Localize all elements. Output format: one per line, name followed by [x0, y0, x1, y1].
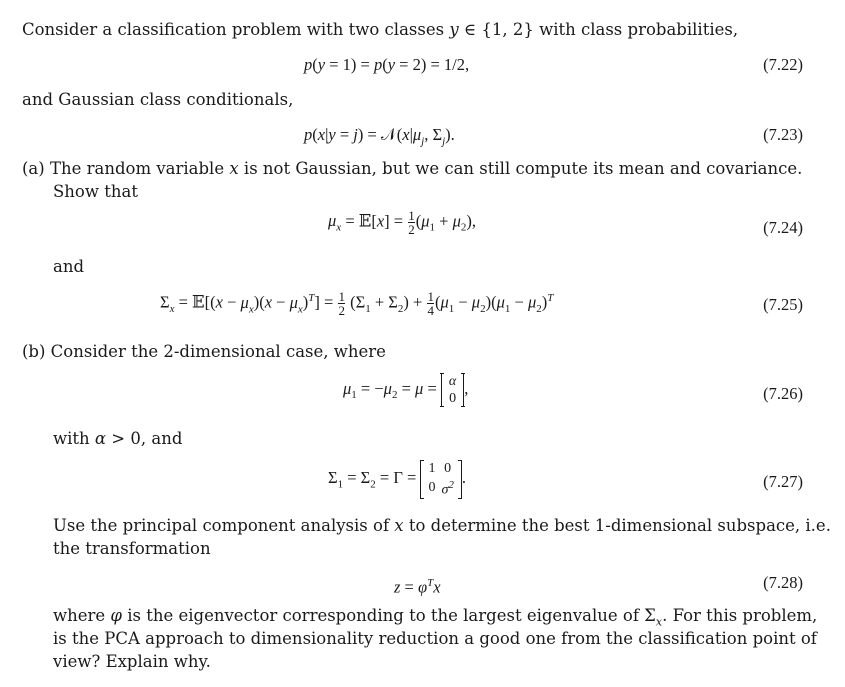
part-a-line2: Show that [53, 182, 138, 201]
intro-text: Consider a classification problem with two classes y ∈ {1, 2} with class probabilities, [22, 20, 739, 39]
equation-number-7-26: (7.26) [763, 384, 803, 403]
pca-line2: the transformation [53, 539, 211, 558]
and-text: and [53, 257, 85, 276]
equation-7-22: p(y = 1) = p(y = 2) = 1/2, [304, 55, 470, 74]
mu-vector: α 0 [441, 373, 464, 407]
with-alpha-text: with α > 0, and [53, 429, 183, 448]
equation-7-26: $\mu_1 = -\mu_2 = \mu$ = α 0 , [343, 374, 469, 406]
equation-7-24: $\mu_x$ = 𝔼[x] = $\frac{1}{2}$ $(\mu_1 + \mu_2)$, [328, 208, 476, 237]
equation-number-7-24: (7.24) [763, 218, 803, 237]
equation-number-7-23: (7.23) [763, 125, 803, 144]
equation-7-23: $p(x|y = j) = 𝒩(x|\mu_j$, $\Sigma_j$). [304, 125, 455, 148]
equation-7-27: $\Sigma_1 = \Sigma_2 = \Gamma$ = 1 0 0 $\sigma^2$ . [328, 461, 466, 498]
equation-7-28: $z = \varphi^Tx$ [394, 577, 441, 597]
final-line3: view? Explain why. [53, 652, 211, 671]
equation-number-7-27: (7.27) [763, 472, 803, 491]
gamma-matrix: 1 0 0 $\sigma^2$ [420, 460, 461, 499]
pca-line1: Use the principal component analysis of x to determine the best 1-dimensional subspace, i.e. [53, 516, 831, 535]
part-a-line1: (a) The random variable x is not Gaussian, but we can still compute its mean and covariance. [22, 159, 803, 178]
equation-number-7-22: (7.22) [763, 55, 803, 74]
intro2-text: and Gaussian class conditionals, [22, 90, 294, 109]
equation-7-25: $\Sigma_x$ = 𝔼[(x − $\mu_x)(x - \mu_x)^T$] = $\frac{1}{2}$ $(\Sigma_1 + \Sigma_2)$ + $\frac{1}{4}$ $(\mu_1 - \mu_2)(\mu_1 - \mu_2)^T$ [160, 289, 554, 319]
final-line1: where φ is the eigenvector corresponding to the largest eigenvalue of $\Sigma_x$. For this problem, [53, 606, 818, 629]
equation-number-7-28: (7.28) [763, 573, 803, 592]
final-line2: is the PCA approach to dimensionality reduction a good one from the classification point of [53, 629, 817, 648]
part-b-text: (b) Consider the 2-dimensional case, where [22, 342, 386, 361]
equation-number-7-25: (7.25) [763, 295, 803, 314]
